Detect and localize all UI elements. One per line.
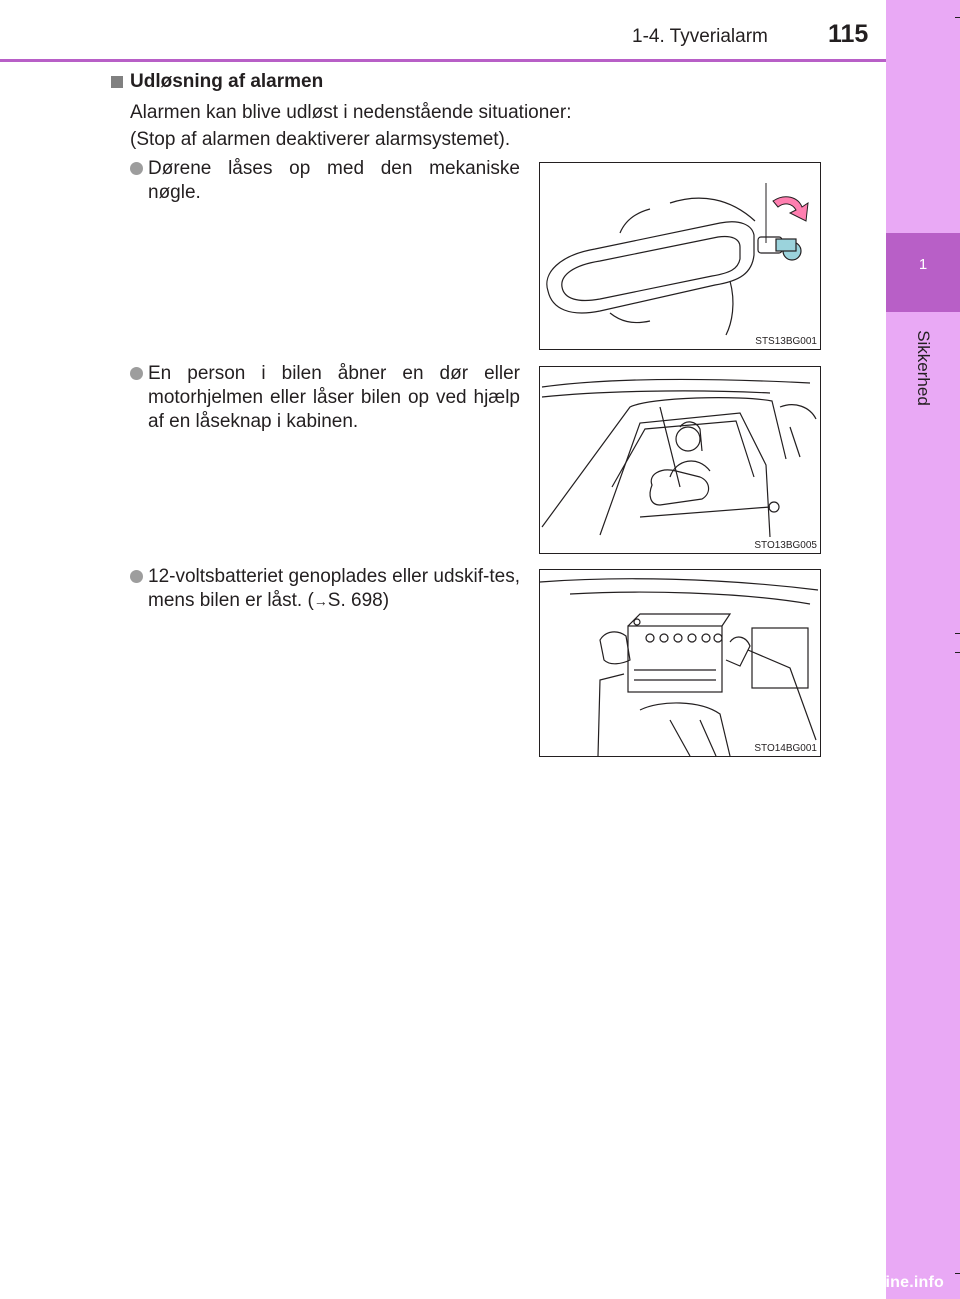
chapter-number: 1 xyxy=(918,256,928,273)
arrow-icon: → xyxy=(313,593,328,609)
list-item-text xyxy=(148,565,520,613)
door-handle-key-illustration xyxy=(539,162,821,350)
list-item xyxy=(130,565,520,613)
page-number: 115 xyxy=(828,20,869,48)
crop-mark xyxy=(955,1273,960,1274)
crop-mark xyxy=(955,652,960,653)
section-title: Udløsning af alarmen xyxy=(130,71,324,92)
figure-code: STO14BG001 xyxy=(754,743,817,754)
list-item xyxy=(130,157,520,205)
square-bullet-icon xyxy=(111,76,123,88)
running-head: 1-4. Tyverialarm xyxy=(632,26,768,47)
round-bullet-icon xyxy=(130,570,143,583)
round-bullet-icon xyxy=(130,162,143,175)
round-bullet-icon xyxy=(130,367,143,380)
header-rule xyxy=(0,59,886,62)
list-item-text: Dørene låses op med den mekaniske nøgle. xyxy=(148,158,520,203)
crop-mark xyxy=(955,17,960,18)
footer-watermark[interactable]: carmanualsonline.info xyxy=(770,1274,945,1291)
intro-line: Alarmen kan blive udløst i nedenstående situationer: xyxy=(130,102,572,123)
person-in-car-illustration xyxy=(539,366,821,554)
page-reference-link[interactable]: S. 698) xyxy=(327,590,390,611)
crop-mark xyxy=(955,633,960,634)
battery-replacement-illustration xyxy=(539,569,821,757)
chapter-sidebar xyxy=(886,0,960,1299)
chapter-label: Sikkerhed xyxy=(914,330,933,406)
section-intro xyxy=(130,99,650,153)
list-item xyxy=(130,362,520,434)
list-item-text: En person i bilen åbner en dør eller motorhjelmen eller låser bilen op ved hjælp af en låseknap i kabinen. xyxy=(148,363,520,432)
list-item-text-part: 12-voltsbatteriet genoplades eller udskif-tes, mens bilen er låst. ( xyxy=(148,566,520,611)
intro-line: (Stop af alarmen deaktiverer alarmsystemet). xyxy=(130,129,511,150)
figure-code: STS13BG001 xyxy=(755,336,817,347)
figure-code: STO13BG005 xyxy=(754,540,817,551)
